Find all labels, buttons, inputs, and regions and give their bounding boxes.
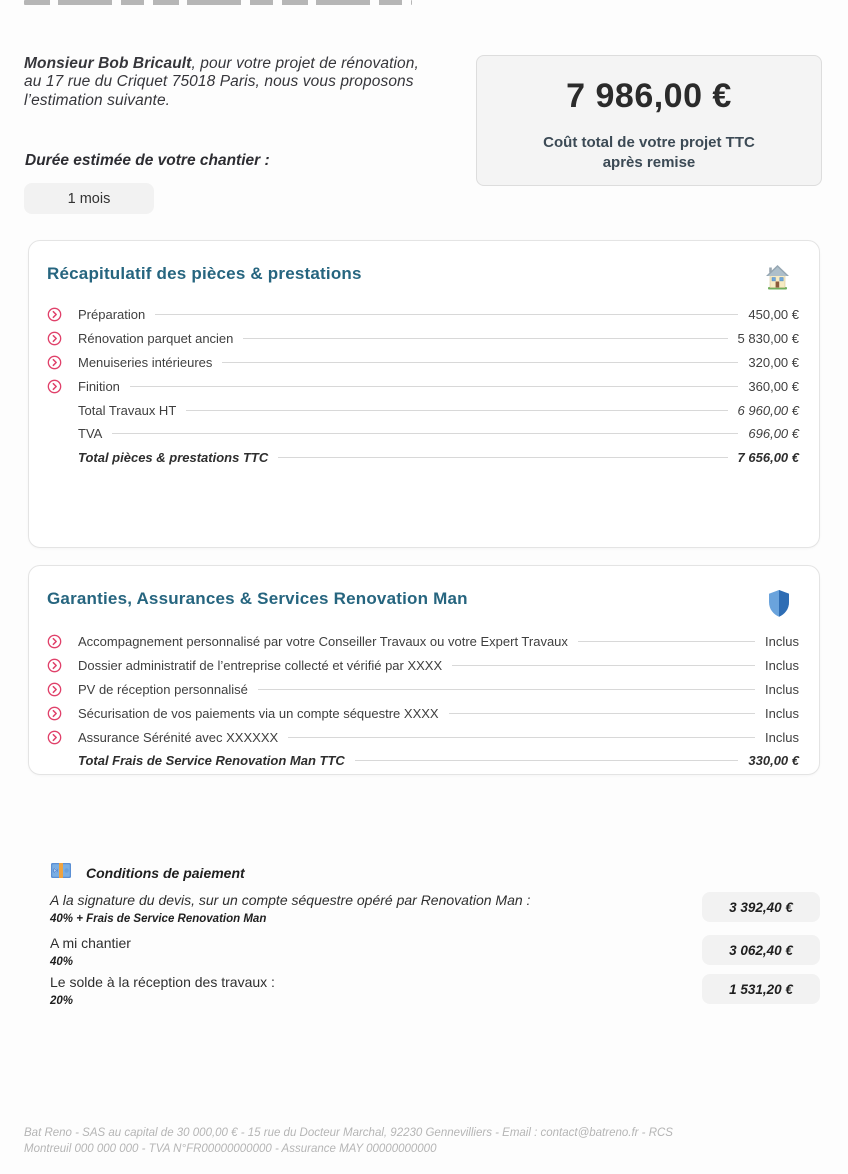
- row-value: 5 830,00 €: [737, 331, 799, 347]
- recap-total-row: [29, 446, 819, 470]
- row-label: Total Travaux HT: [78, 402, 177, 418]
- legal-footer: [24, 1126, 724, 1157]
- payment-amount-pill: [702, 974, 820, 1004]
- row-value: 360,00 €: [748, 378, 799, 394]
- chevron-right-circle-icon[interactable]: [47, 355, 62, 370]
- duration-label: Durée estimée de votre chantier :: [25, 152, 270, 169]
- chevron-right-circle-icon[interactable]: [47, 307, 62, 322]
- row-divider: [155, 314, 738, 315]
- chevron-right-circle-icon[interactable]: [47, 730, 62, 745]
- row-label: Total Frais de Service Renovation Man TTC: [78, 753, 345, 769]
- recap-card-header: [29, 241, 819, 303]
- payment-row-sublabel: 40% + Frais de Service Renovation Man: [50, 913, 267, 925]
- guarantee-row: [29, 654, 819, 678]
- row-divider: [186, 410, 727, 411]
- row-value: 450,00 €: [748, 307, 799, 323]
- row-divider: [258, 689, 755, 690]
- payment-title: Conditions de paiement: [86, 865, 245, 881]
- row-divider: [278, 457, 727, 458]
- payment-amount: 3 392,40 €: [729, 899, 793, 915]
- greeting-text: [24, 55, 438, 110]
- row-value: 320,00 €: [748, 354, 799, 370]
- row-divider: [112, 433, 738, 434]
- payment-row-label: Le solde à la réception des travaux :: [50, 974, 275, 990]
- row-label: Rénovation parquet ancien: [78, 331, 234, 347]
- chevron-right-circle-icon[interactable]: [47, 634, 62, 649]
- guarantee-row: [29, 701, 819, 725]
- row-value: 330,00 €: [748, 753, 799, 769]
- total-price-caption: Coût total de votre projet TTC après remise: [543, 134, 755, 171]
- duration-value-pill: [24, 183, 154, 214]
- row-label: PV de réception personnalisé: [78, 681, 248, 697]
- payment-amount-pill: [702, 935, 820, 965]
- row-divider: [452, 665, 755, 666]
- row-value: Inclus: [765, 681, 799, 697]
- payment-amount: 1 531,20 €: [729, 981, 793, 997]
- row-label: Assurance Sérénité avec XXXXXX: [78, 729, 279, 745]
- guarantees-card: [28, 565, 820, 775]
- euro-banknote-icon: [50, 862, 72, 884]
- row-divider: [130, 386, 738, 387]
- guarantee-row: [29, 725, 819, 749]
- total-price-box: [476, 55, 822, 186]
- payment-row-label: A la signature du devis, sur un compte séquestre opéré par Renovation Man :: [50, 892, 531, 908]
- recap-tva-row: [29, 422, 819, 446]
- chevron-right-circle-icon[interactable]: [47, 379, 62, 394]
- row-value: 6 960,00 €: [737, 402, 799, 418]
- row-value: Inclus: [765, 729, 799, 745]
- payment-row-sublabel: 20%: [50, 995, 74, 1007]
- row-label: Dossier administratif de l’entreprise collecté et vérifié par XXXX: [78, 658, 443, 674]
- legal-footer-line1: Bat Reno - SAS au capital de 30 000,00 € - 15 rue du Docteur Marchal, 92230 Gennevilliers - Email : contact@batreno.fr - RCS: [24, 1127, 673, 1139]
- row-value: 7 656,00 €: [737, 450, 799, 466]
- payment-row: [50, 974, 820, 1007]
- row-value: 696,00 €: [748, 426, 799, 442]
- row-label: Menuiseries intérieures: [78, 354, 213, 370]
- chevron-right-circle-icon[interactable]: [47, 706, 62, 721]
- row-divider: [578, 641, 755, 642]
- chevron-right-circle-icon[interactable]: [47, 658, 62, 673]
- payment-header: [50, 862, 820, 884]
- house-icon: [764, 264, 791, 296]
- svg-text:€: €: [53, 868, 57, 875]
- row-divider: [355, 760, 739, 761]
- recap-subtotal-row: [29, 398, 819, 422]
- guarantees-total-row: [29, 749, 819, 773]
- recap-row: [29, 351, 819, 375]
- row-divider: [449, 713, 755, 714]
- row-value: Inclus: [765, 705, 799, 721]
- row-divider: [288, 737, 755, 738]
- row-label: Finition: [78, 378, 120, 394]
- guarantees-rows: [29, 630, 819, 773]
- payment-row-label: A mi chantier: [50, 935, 131, 951]
- recap-rows: [29, 303, 819, 470]
- chevron-right-circle-icon[interactable]: [47, 331, 62, 346]
- payment-amount-pill: [702, 892, 820, 922]
- payment-row: [50, 892, 820, 925]
- legal-footer-line2: Montreuil 000 000 000 - TVA N°FR00000000000 - Assurance MAY 00000000000: [24, 1142, 437, 1155]
- row-label: Accompagnement personnalisé par votre Conseiller Travaux ou votre Expert Travaux: [78, 634, 568, 650]
- row-label: Sécurisation de vos paiements via un compte séquestre XXXX: [78, 705, 439, 721]
- client-name: Monsieur Bob Bricault: [24, 55, 192, 72]
- row-divider: [222, 362, 738, 363]
- payment-conditions-section: [50, 862, 820, 1012]
- guarantee-row: [29, 678, 819, 702]
- chevron-right-circle-icon[interactable]: [47, 682, 62, 697]
- row-label: Préparation: [78, 307, 146, 323]
- total-price-amount: 7 986,00 €: [566, 77, 732, 115]
- guarantee-row: [29, 630, 819, 654]
- payment-amount: 3 062,40 €: [729, 942, 793, 958]
- shield-icon: [767, 589, 791, 623]
- recap-row: [29, 327, 819, 351]
- row-label: TVA: [78, 426, 103, 442]
- guarantees-card-header: [29, 566, 819, 630]
- row-label: Total pièces & prestations TTC: [78, 450, 269, 466]
- recap-card-title: Récapitulatif des pièces & prestations: [47, 264, 362, 283]
- recap-row: [29, 374, 819, 398]
- greeting-rest: , pour votre projet de rénovation, au 17 rue du Criquet 75018 Paris, nous vous proposons l’estimation suivante.: [24, 55, 419, 109]
- guarantees-card-title: Garanties, Assurances & Services Renovation Man: [47, 589, 468, 608]
- row-divider: [243, 338, 727, 339]
- recap-row: [29, 303, 819, 327]
- payment-row: [50, 935, 820, 968]
- row-value: Inclus: [765, 658, 799, 674]
- clipped-text-line: [24, 0, 412, 5]
- row-value: Inclus: [765, 634, 799, 650]
- duration-value: 1 mois: [67, 190, 111, 207]
- recap-card: [28, 240, 820, 548]
- payment-row-sublabel: 40%: [50, 956, 74, 968]
